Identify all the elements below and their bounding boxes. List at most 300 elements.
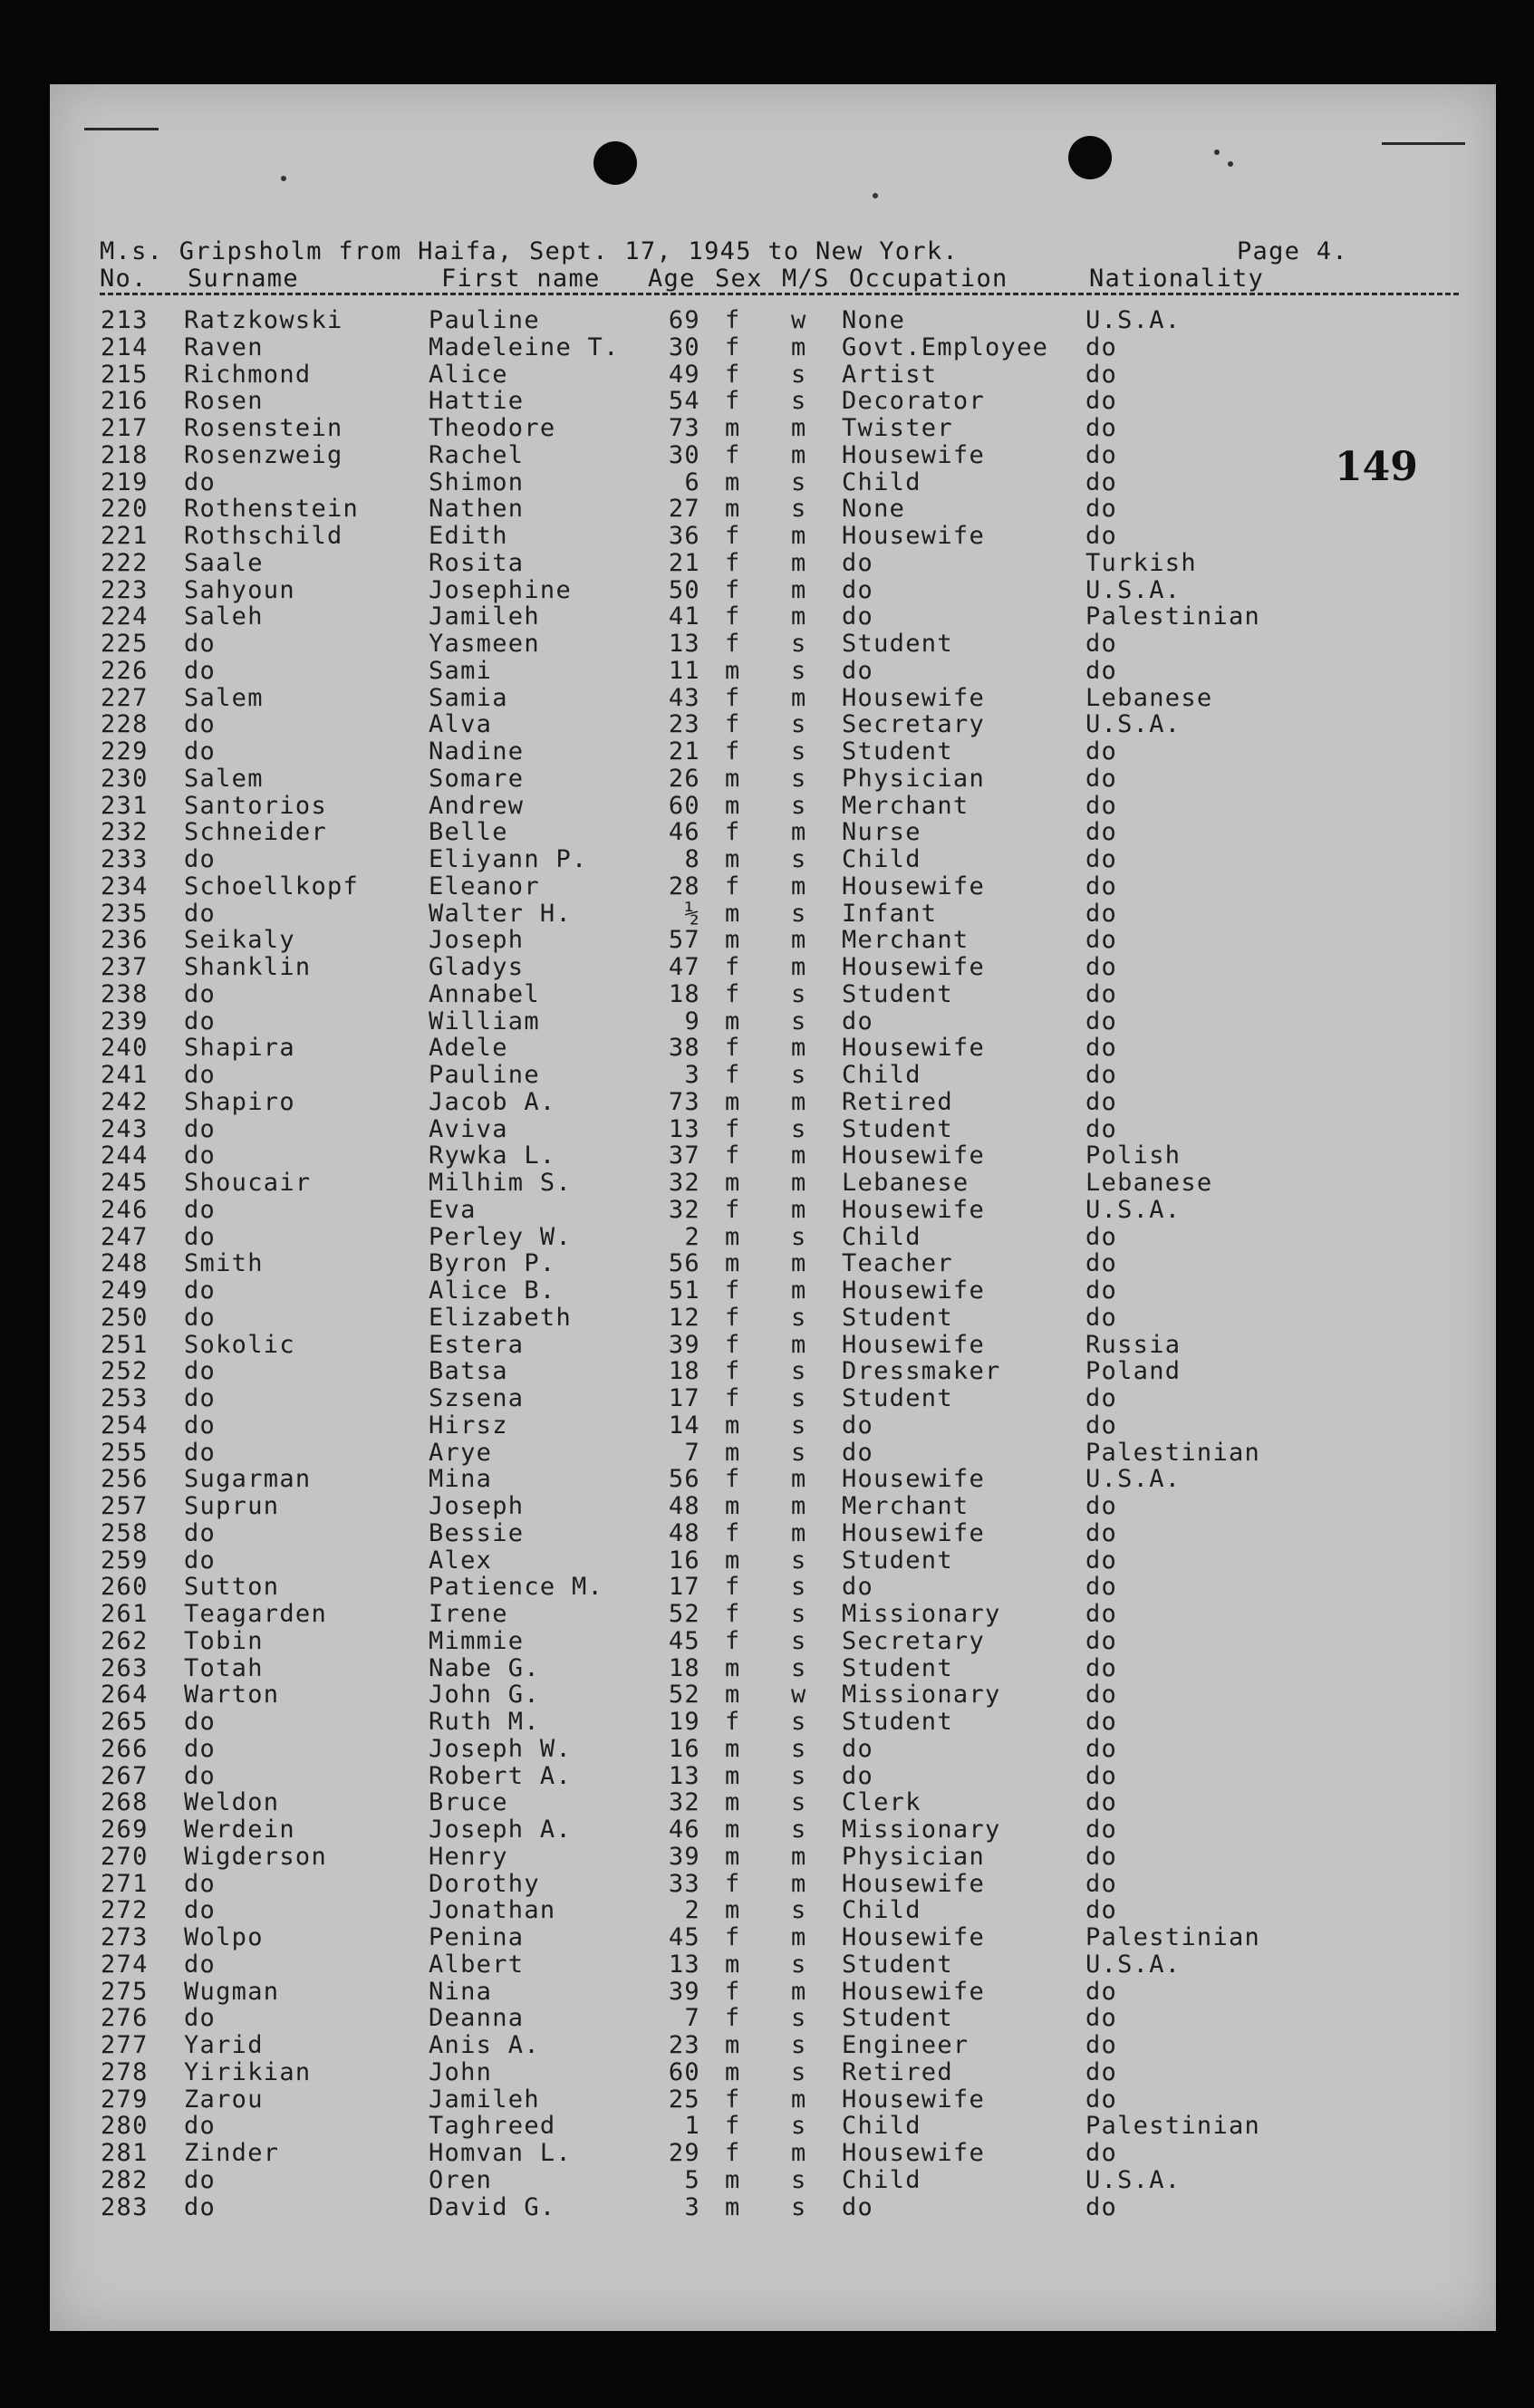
sex: m <box>725 2031 741 2059</box>
passenger-no: 282 <box>101 2165 149 2194</box>
age: 13 <box>668 630 700 658</box>
sex: f <box>725 979 741 1008</box>
first-name: Pauline <box>429 1061 540 1089</box>
sex: m <box>725 1249 741 1278</box>
surname: do <box>184 1438 217 1467</box>
surname: do <box>184 1950 217 1979</box>
header-first-name: First name <box>441 265 601 293</box>
age: 17 <box>668 1573 700 1602</box>
occupation: do <box>842 1734 874 1763</box>
surname: do <box>184 845 217 873</box>
first-name: Jamileh <box>429 602 540 631</box>
table-row <box>50 1709 1496 1736</box>
table-row <box>50 1008 1496 1035</box>
table-row <box>50 711 1496 738</box>
marital-status: s <box>791 2192 807 2221</box>
first-name: Milhim S. <box>429 1169 572 1197</box>
header-ms: M/S <box>782 265 830 293</box>
sex: f <box>725 737 741 766</box>
table-row <box>50 1385 1496 1412</box>
marital-status: s <box>791 1384 807 1412</box>
surname: do <box>184 737 217 766</box>
surname: do <box>184 1384 217 1412</box>
marital-status: m <box>791 1249 807 1278</box>
surname: Sugarman <box>184 1465 312 1494</box>
table-row <box>50 2032 1496 2059</box>
passenger-no: 222 <box>101 548 149 577</box>
passenger-no: 243 <box>101 1114 149 1143</box>
marital-status: s <box>791 979 807 1008</box>
nationality: do <box>1085 522 1118 550</box>
passenger-no: 244 <box>101 1141 149 1170</box>
table-row <box>50 927 1496 954</box>
surname: Shapiro <box>184 1087 295 1116</box>
occupation: Student <box>842 1546 953 1575</box>
surname: Rothenstein <box>184 495 360 524</box>
nationality: do <box>1085 872 1118 901</box>
table-row <box>50 1116 1496 1143</box>
passenger-no: 265 <box>101 1708 149 1736</box>
marital-status: s <box>791 1303 807 1332</box>
occupation: Student <box>842 737 953 766</box>
surname: Wolpo <box>184 1923 264 1951</box>
first-name: Hattie <box>429 387 525 416</box>
marital-status: s <box>791 710 807 739</box>
table-row <box>50 1358 1496 1385</box>
nationality: do <box>1085 899 1118 928</box>
occupation: Retired <box>842 1087 953 1116</box>
occupation: Child <box>842 1061 921 1089</box>
passenger-no: 253 <box>101 1384 149 1412</box>
age: 11 <box>668 656 700 685</box>
age: 18 <box>668 979 700 1008</box>
sex: m <box>725 1087 741 1116</box>
first-name: Walter H. <box>429 899 572 928</box>
surname: Rothschild <box>184 522 343 550</box>
speck <box>873 193 878 198</box>
nationality: do <box>1085 1034 1118 1063</box>
occupation: Housewife <box>842 2139 985 2167</box>
table-row <box>50 1601 1496 1628</box>
first-name: Perley W. <box>429 1222 572 1251</box>
age: 26 <box>668 764 700 793</box>
nationality: do <box>1085 1114 1118 1143</box>
occupation: Student <box>842 2004 953 2033</box>
surname: do <box>184 1114 217 1143</box>
nationality: do <box>1085 2031 1118 2059</box>
table-row <box>50 658 1496 685</box>
surname: do <box>184 1734 217 1763</box>
sex: f <box>725 1061 741 1089</box>
marital-status: m <box>791 440 807 469</box>
surname: do <box>184 1061 217 1089</box>
marital-status: s <box>791 1573 807 1602</box>
marital-status: m <box>791 1465 807 1494</box>
sex: f <box>725 602 741 631</box>
marital-status: m <box>791 1518 807 1547</box>
occupation: Housewife <box>842 1977 985 2006</box>
table-row <box>50 577 1496 604</box>
marital-status: w <box>791 1681 807 1710</box>
marital-status: m <box>791 1276 807 1305</box>
nationality: do <box>1085 630 1118 658</box>
nationality: do <box>1085 1816 1118 1844</box>
age: 46 <box>668 818 700 847</box>
age: 56 <box>668 1465 700 1494</box>
table-row <box>50 793 1496 820</box>
nationality: do <box>1085 360 1118 389</box>
occupation: Housewife <box>842 1195 985 1224</box>
first-name: Alva <box>429 710 493 739</box>
table-row <box>50 1440 1496 1467</box>
sex: f <box>725 1465 741 1494</box>
sex: m <box>725 1438 741 1467</box>
occupation: Clerk <box>842 1788 921 1817</box>
table-row <box>50 2005 1496 2032</box>
marital-status: s <box>791 791 807 820</box>
first-name: Bessie <box>429 1518 525 1547</box>
occupation: Missionary <box>842 1600 1001 1628</box>
first-name: Dorothy <box>429 1869 540 1898</box>
marital-status: s <box>791 1788 807 1817</box>
header-surname: Surname <box>188 265 299 293</box>
passenger-no: 242 <box>101 1087 149 1116</box>
marital-status: s <box>791 1816 807 1844</box>
passenger-no: 232 <box>101 818 149 847</box>
marital-status: s <box>791 1438 807 1467</box>
sex: f <box>725 1034 741 1063</box>
nationality: do <box>1085 737 1118 766</box>
nationality: do <box>1085 1977 1118 2006</box>
passenger-no: 226 <box>101 656 149 685</box>
passenger-no: 283 <box>101 2192 149 2221</box>
surname: Ratzkowski <box>184 306 343 334</box>
age: 41 <box>668 602 700 631</box>
nationality: do <box>1085 1869 1118 1898</box>
table-row <box>50 954 1496 981</box>
age: 8 <box>684 845 700 873</box>
table-row <box>50 738 1496 766</box>
nationality: do <box>1085 1249 1118 1278</box>
sex: m <box>725 1222 741 1251</box>
first-name: Albert <box>429 1950 525 1979</box>
passenger-no: 238 <box>101 979 149 1008</box>
marital-status: m <box>791 1923 807 1951</box>
nationality: do <box>1085 979 1118 1008</box>
table-row <box>50 873 1496 901</box>
first-name: Josephine <box>429 575 572 604</box>
nationality: do <box>1085 1626 1118 1655</box>
manifest-page <box>50 84 1496 2331</box>
table-row <box>50 631 1496 658</box>
table-row <box>50 1979 1496 2006</box>
passenger-no: 218 <box>101 440 149 469</box>
passenger-no: 273 <box>101 1923 149 1951</box>
marital-status: s <box>791 2112 807 2141</box>
passenger-no: 261 <box>101 1600 149 1628</box>
surname: Rosenzweig <box>184 440 343 469</box>
table-row <box>50 603 1496 631</box>
sex: m <box>725 845 741 873</box>
age: 3 <box>684 1061 700 1089</box>
table-row <box>50 981 1496 1008</box>
nationality: U.S.A. <box>1085 1195 1182 1224</box>
age: 32 <box>668 1169 700 1197</box>
marital-status: s <box>791 845 807 873</box>
table-row <box>50 2194 1496 2221</box>
passenger-no: 227 <box>101 683 149 712</box>
occupation: Housewife <box>842 872 985 901</box>
marital-status: s <box>791 1734 807 1763</box>
nationality: do <box>1085 1087 1118 1116</box>
marital-status: m <box>791 1842 807 1871</box>
folio-stamp: 149 <box>1335 444 1418 490</box>
occupation: Merchant <box>842 926 970 955</box>
age: 19 <box>668 1708 700 1736</box>
passenger-no: 278 <box>101 2057 149 2086</box>
punch-hole-right <box>1068 136 1112 179</box>
occupation: Child <box>842 1222 921 1251</box>
surname: Weldon <box>184 1788 280 1817</box>
sex: m <box>725 495 741 524</box>
age: 27 <box>668 495 700 524</box>
age: 57 <box>668 926 700 955</box>
marital-status: m <box>791 1977 807 2006</box>
marital-status: m <box>791 1195 807 1224</box>
marital-status: m <box>791 575 807 604</box>
age: 54 <box>668 387 700 416</box>
sex: m <box>725 2192 741 2221</box>
age: 46 <box>668 1816 700 1844</box>
age: 45 <box>668 1626 700 1655</box>
passenger-no: 255 <box>101 1438 149 1467</box>
first-name: Nabe G. <box>429 1653 540 1682</box>
surname: Shapira <box>184 1034 295 1063</box>
nationality: do <box>1085 1653 1118 1682</box>
table-row <box>50 2059 1496 2086</box>
marital-status: m <box>791 1330 807 1359</box>
passenger-no: 214 <box>101 332 149 361</box>
age: 2 <box>684 1896 700 1925</box>
marital-status: m <box>791 926 807 955</box>
first-name: Patience M. <box>429 1573 604 1602</box>
first-name: Yasmeen <box>429 630 540 658</box>
nationality: do <box>1085 1276 1118 1305</box>
occupation: do <box>842 1573 874 1602</box>
first-name: Batsa <box>429 1357 508 1386</box>
occupation: Teacher <box>842 1249 953 1278</box>
nationality: Russia <box>1085 1330 1182 1359</box>
sex: f <box>725 1303 741 1332</box>
sex: f <box>725 1114 741 1143</box>
age: 52 <box>668 1600 700 1628</box>
surname: do <box>184 1222 217 1251</box>
marital-status: s <box>791 1357 807 1386</box>
first-name: Aviva <box>429 1114 508 1143</box>
first-name: Mina <box>429 1465 493 1494</box>
nationality: Lebanese <box>1085 683 1213 712</box>
marital-status: m <box>791 548 807 577</box>
first-name: Joseph A. <box>429 1816 572 1844</box>
nationality: U.S.A. <box>1085 2165 1182 2194</box>
occupation: Secretary <box>842 1626 985 1655</box>
sex: f <box>725 548 741 577</box>
nationality: Palestinian <box>1085 1438 1261 1467</box>
occupation: Physician <box>842 764 985 793</box>
table-row <box>50 1789 1496 1816</box>
table-row <box>50 388 1496 415</box>
sex: f <box>725 522 741 550</box>
marital-status: s <box>791 360 807 389</box>
marital-status: m <box>791 2139 807 2167</box>
nationality: do <box>1085 2004 1118 2033</box>
passenger-no: 220 <box>101 495 149 524</box>
sex: f <box>725 1518 741 1547</box>
age: 9 <box>684 1007 700 1035</box>
surname: do <box>184 1896 217 1925</box>
nationality: Poland <box>1085 1357 1182 1386</box>
age: 13 <box>668 1114 700 1143</box>
marital-status: m <box>791 1087 807 1116</box>
sex: f <box>725 387 741 416</box>
nationality: do <box>1085 2057 1118 2086</box>
occupation: None <box>842 495 906 524</box>
age: 18 <box>668 1653 700 1682</box>
header-sex: Sex <box>715 265 763 293</box>
age: 28 <box>668 872 700 901</box>
sex: m <box>725 899 741 928</box>
surname: do <box>184 656 217 685</box>
age: 48 <box>668 1518 700 1547</box>
marital-status: m <box>791 953 807 981</box>
first-name: Bruce <box>429 1788 508 1817</box>
age: 73 <box>668 1087 700 1116</box>
first-name: Rachel <box>429 440 525 469</box>
marital-status: m <box>791 414 807 442</box>
header-nationality: Nationality <box>1089 265 1265 293</box>
first-name: Mimmie <box>429 1626 525 1655</box>
first-name: Byron P. <box>429 1249 556 1278</box>
nationality: do <box>1085 926 1118 955</box>
surname: Saale <box>184 548 264 577</box>
marital-status: s <box>791 1411 807 1440</box>
marital-status: m <box>791 2085 807 2114</box>
sex: m <box>725 1788 741 1817</box>
age: 16 <box>668 1546 700 1575</box>
first-name: Theodore <box>429 414 556 442</box>
marital-status: s <box>791 2004 807 2033</box>
age: 36 <box>668 522 700 550</box>
sex: m <box>725 1734 741 1763</box>
passenger-no: 264 <box>101 1681 149 1710</box>
nationality: Palestinian <box>1085 2112 1261 2141</box>
occupation: Dressmaker <box>842 1357 1001 1386</box>
occupation: do <box>842 656 874 685</box>
sex: f <box>725 1600 741 1628</box>
table-row <box>50 550 1496 577</box>
sex: m <box>725 926 741 955</box>
age: 23 <box>668 710 700 739</box>
first-name: Jonathan <box>429 1896 556 1925</box>
surname: Wugman <box>184 1977 280 2006</box>
nationality: U.S.A. <box>1085 710 1182 739</box>
first-name: David G. <box>429 2192 556 2221</box>
edge-mark-left <box>84 128 159 130</box>
first-name: Hirsz <box>429 1411 508 1440</box>
table-row <box>50 766 1496 793</box>
passenger-no: 263 <box>101 1653 149 1682</box>
table-row <box>50 1763 1496 1790</box>
table-row <box>50 819 1496 846</box>
marital-status: s <box>791 656 807 685</box>
sex: m <box>725 1169 741 1197</box>
passenger-no: 223 <box>101 575 149 604</box>
age: 33 <box>668 1869 700 1898</box>
age: 1 <box>684 2112 700 2141</box>
nationality: U.S.A. <box>1085 575 1182 604</box>
surname: do <box>184 1195 217 1224</box>
marital-status: m <box>791 1869 807 1898</box>
occupation: Engineer <box>842 2031 970 2059</box>
sex: f <box>725 1708 741 1736</box>
surname: do <box>184 2112 217 2141</box>
nationality: do <box>1085 1788 1118 1817</box>
sex: f <box>725 1330 741 1359</box>
marital-status: s <box>791 1626 807 1655</box>
occupation: Student <box>842 1653 953 1682</box>
nationality: Turkish <box>1085 548 1197 577</box>
occupation: do <box>842 1761 874 1790</box>
surname: Sutton <box>184 1573 280 1602</box>
marital-status: s <box>791 1114 807 1143</box>
passenger-no: 247 <box>101 1222 149 1251</box>
table-row <box>50 1736 1496 1763</box>
first-name: Robert A. <box>429 1761 572 1790</box>
first-name: Annabel <box>429 979 540 1008</box>
manifest-title: M.s. Gripsholm from Haifa, Sept. 17, 1945 to New York. <box>100 237 959 265</box>
first-name: Henry <box>429 1842 508 1871</box>
sex: m <box>725 1546 741 1575</box>
passenger-no: 240 <box>101 1034 149 1063</box>
passenger-no: 280 <box>101 2112 149 2141</box>
age: 38 <box>668 1034 700 1063</box>
first-name: Eva <box>429 1195 477 1224</box>
passenger-no: 217 <box>101 414 149 442</box>
age: 60 <box>668 2057 700 2086</box>
surname: Saleh <box>184 602 264 631</box>
first-name: Rywka L. <box>429 1141 556 1170</box>
nationality: do <box>1085 495 1118 524</box>
nationality: Palestinian <box>1085 602 1261 631</box>
passenger-no: 277 <box>101 2031 149 2059</box>
surname: Schneider <box>184 818 327 847</box>
table-row <box>50 1250 1496 1277</box>
first-name: Alex <box>429 1546 493 1575</box>
surname: do <box>184 1546 217 1575</box>
passenger-no: 252 <box>101 1357 149 1386</box>
passenger-no: 235 <box>101 899 149 928</box>
marital-status: m <box>791 602 807 631</box>
sex: f <box>725 2112 741 2141</box>
first-name: Madeleine T. <box>429 332 620 361</box>
occupation: Infant <box>842 899 938 928</box>
table-row <box>50 2140 1496 2167</box>
occupation: Housewife <box>842 2085 985 2114</box>
nationality: do <box>1085 791 1118 820</box>
sex: f <box>725 1869 741 1898</box>
surname: Yarid <box>184 2031 264 2059</box>
nationality: do <box>1085 1734 1118 1763</box>
